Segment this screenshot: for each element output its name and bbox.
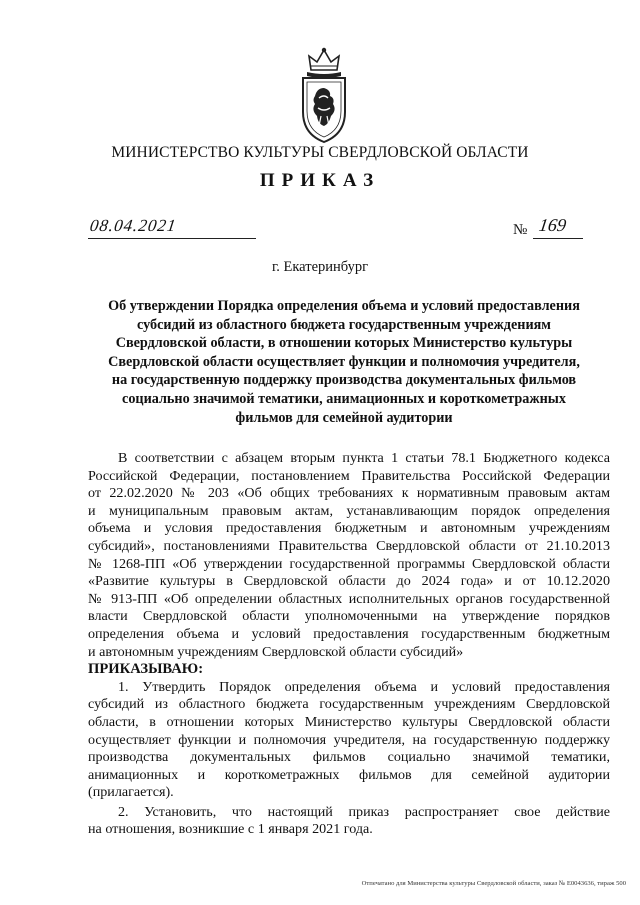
subject-line: фильмов для семейной аудитории	[235, 409, 453, 426]
text-line: В соответствии с абзацем вторым пункта 1 статьи 78.1 Бюджетного кодекса	[118, 450, 610, 466]
subject-line: социально значимой тематики, анимационных и короткометражных	[122, 390, 566, 407]
text-line: № 1268-ПП «Об утверждении государственной программы Свердловской области	[88, 555, 610, 572]
text-line: производства документальных фильмов социально значимой тематики,	[88, 749, 610, 766]
handwritten-number: 169	[537, 215, 568, 235]
ministry-name: МИНИСТЕРСТВО КУЛЬТУРЫ СВЕРДЛОВСКОЙ ОБЛАСТИ	[111, 144, 529, 161]
handwritten-date: 08.04.2021	[88, 216, 178, 235]
text-line: 1. Утвердить Порядок определения объема и условий предоставления	[118, 678, 610, 695]
document-type-title: ПРИКАЗ	[259, 170, 381, 191]
preamble-paragraph	[88, 450, 610, 661]
date-field	[88, 218, 256, 239]
text-line: на отношения, возникшие с 1 января 2021 года.	[88, 821, 373, 838]
sverdlovsk-coat-of-arms-icon	[293, 46, 355, 146]
subject-line: Свердловской области осуществляет функции и полномочия учредителя,	[108, 353, 580, 370]
text-line: и муниципальным правовым актам, устанавливающим порядок определения	[88, 502, 610, 519]
text-line: власти Свердловской области уполномоченными на утверждение порядков	[88, 608, 610, 625]
order-item-2	[88, 804, 610, 839]
subject-line: Свердловской области, в отношении которых Министерство культуры	[115, 335, 573, 352]
number-sign: №	[513, 222, 528, 238]
subject-line: на государственную поддержку производства документальных фильмов	[111, 372, 577, 389]
text-line: анимационных и короткометражных фильмов для семейной аудитории	[88, 766, 610, 783]
print-footer: Отпечатано для Министерства культуры Свердловской области, заказ № Е0043636, тираж 500	[361, 880, 626, 887]
text-line: от 22.02.2020 № 203 «Об общих требованиях к нормативным правовым актам	[88, 485, 610, 502]
text-line: «Развитие культуры в Свердловской области до 2024 года» и от 10.12.2020	[88, 573, 610, 590]
text-line: определения объема и условий предоставления государственным бюджетным	[88, 625, 610, 642]
text-line: Российской Федерации, постановлением Правительства Российской Федерации	[88, 467, 610, 484]
city-line: г. Екатеринбург	[271, 259, 369, 275]
text-line: (прилагается).	[88, 784, 174, 801]
number-field	[533, 215, 583, 239]
subject-line: субсидий из областного бюджета государственным учреждениям	[137, 316, 551, 333]
order-word-heading: ПРИКАЗЫВАЮ:	[88, 661, 204, 678]
text-line: области, в отношении которых Министерство культуры Свердловской области	[88, 713, 610, 730]
text-line: осуществляет функции и полномочия учредителя, на государственную поддержку	[88, 731, 610, 748]
subject-line: Об утверждении Порядка определения объема и условий предоставления	[108, 298, 580, 314]
order-item-1	[88, 679, 610, 802]
text-line: субсидий из областного бюджета государственным учреждениям Свердловской	[88, 696, 610, 713]
text-line: объема и условия предоставления бюджетным и автономным учреждениям	[88, 520, 610, 537]
document-body	[88, 450, 610, 839]
text-line: № 913-ПП «Об определении областных исполнительных органов государственной	[88, 590, 610, 607]
text-line: 2. Установить, что настоящий приказ распространяет свое действие	[118, 803, 610, 820]
text-line: и автономным учреждениям Свердловской области субсидий»	[88, 643, 464, 660]
document-subject	[88, 297, 600, 427]
text-line: субсидий», постановлениями Правительства Свердловской области от 21.10.2013	[88, 537, 610, 554]
